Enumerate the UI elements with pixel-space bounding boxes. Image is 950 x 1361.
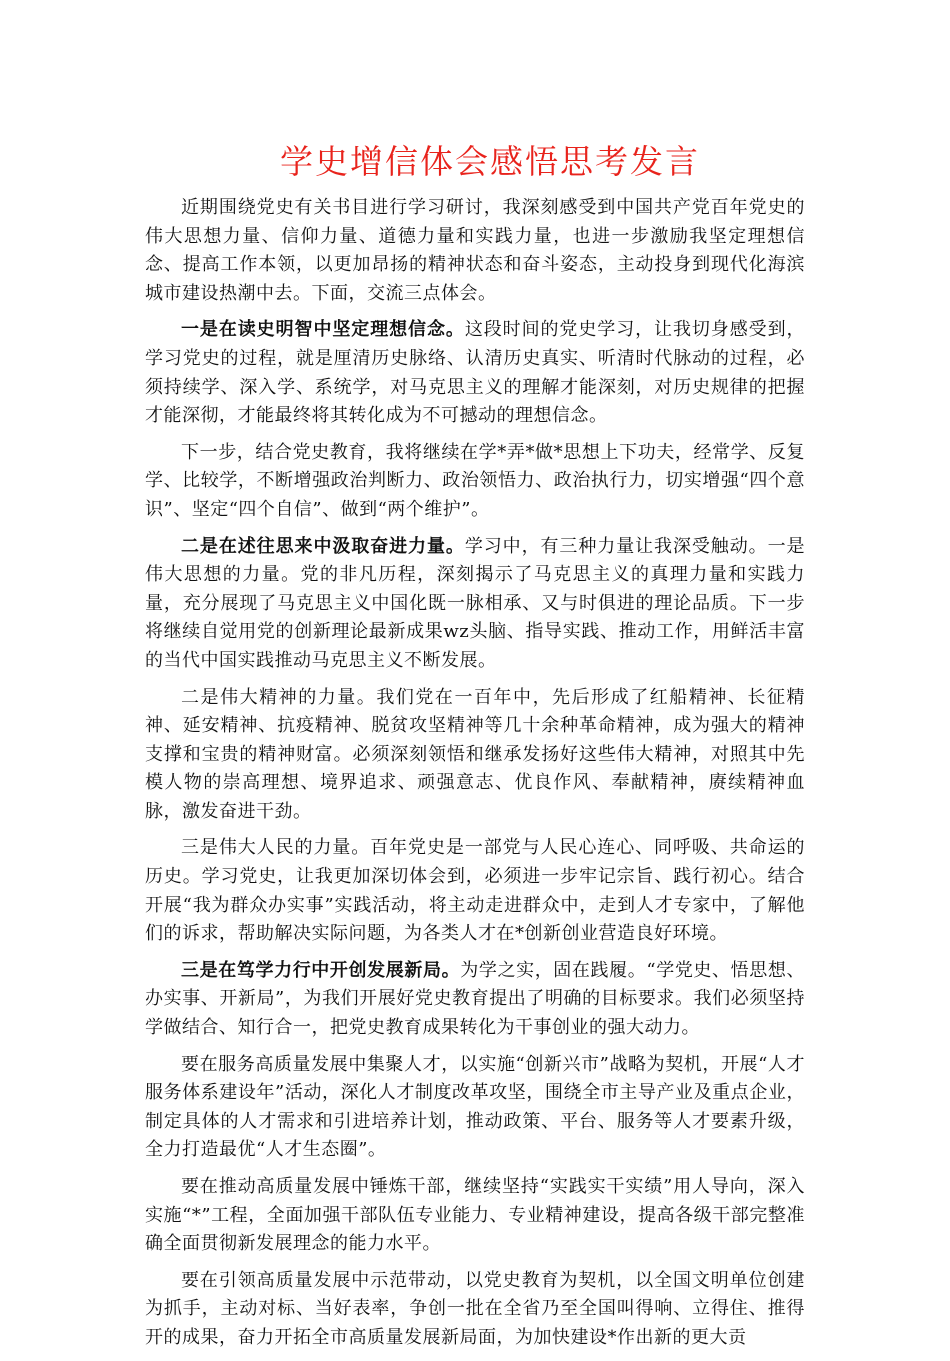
document-title: 学史增信体会感悟思考发言 xyxy=(280,142,700,181)
paragraph-lead: 二是在述往思来中汲取奋进力量。 xyxy=(181,535,465,557)
paragraph-people-power xyxy=(145,834,805,948)
paragraph-point-two xyxy=(145,533,805,676)
paragraph-talent xyxy=(145,1051,805,1165)
paragraph-lead: 三是在笃学力行中开创发展新局。 xyxy=(181,959,461,981)
paragraph-text: 三是伟大人民的力量。百年党史是一部党与人民心连心、同呼吸、共命运的历史。学习党史，让我更加深切体会到，必须进一步牢记宗旨、践行初心。结合开展“我为群众办实事”实践活动，将主动走进群众中，走到人才专家中，了解他们的诉求，帮助解决实际问题，为各类人才在*创新创业营造良好环境。 xyxy=(145,837,805,945)
paragraph-point-one xyxy=(145,316,805,430)
paragraph-text: 学习中，有三种力量让我深受触动。一是伟大思想的力量。党的非凡历程，深刻揭示了马克思主义的真理力量和实践力量，充分展现了马克思主义中国化既一脉相承、又与时俱进的理论品质。下一步将继续自觉用党的创新理论最新成果wz头脑、指导实践、推动工作，用鲜活丰富的当代中国实践推动马克思主义不断发展。 xyxy=(145,535,805,671)
paragraph-text: 二是伟大精神的力量。我们党在一百年中，先后形成了红船精神、长征精神、延安精神、抗疫精神、脱贫攻坚精神等几十余种革命精神，成为强大的精神支撑和宝贵的精神财富。必须深刻领悟和继承发扬好这些伟大精神，对照其中先模人物的崇高理想、境界追求、顽强意志、优良作风、奉献精神，赓续精神血脉，激发奋进干劲。 xyxy=(145,686,805,822)
paragraph-lead: 一是在读史明智中坚定理想信念。 xyxy=(181,319,465,341)
paragraph-point-three xyxy=(145,957,805,1043)
paragraph-next-step xyxy=(145,439,805,525)
paragraph-text: 为学之实，固在践履。“学党史、悟思想、办实事、开新局”，为我们开展好党史教育提出了明确的目标要求。我们必须坚持学做结合、知行合一，把党史教育成果转化为干事创业的强大动力。 xyxy=(145,959,806,1039)
paragraph-text: 这段时间的党史学习，让我切身感受到，学习党史的过程，就是厘清历史脉络、认清历史真实、听清时代脉动的过程，必须持续学、深入学、系统学，对马克思主义的理解才能深刻，对历史规律的把握才能深彻，才能最终将其转化成为不可撼动的理想信念。 xyxy=(145,319,805,427)
document-body xyxy=(145,140,805,1361)
paragraph-spirit-power xyxy=(145,684,805,827)
paragraph-leadership xyxy=(145,1267,805,1353)
paragraph-text: 要在推动高质量发展中锤炼干部，继续坚持“实践实干实绩”用人导向，深入实施“*”工程，全面加强干部队伍专业能力、专业精神建设，提高各级干部完整准确全面贯彻新发展理念的能力水平。 xyxy=(145,1176,805,1255)
paragraph-cadres xyxy=(145,1173,805,1259)
paragraph-text: 近期围绕党史有关书目进行学习研讨，我深刻感受到中国共产党百年党史的伟大思想力量、信仰力量、道德力量和实践力量，也进一步激励我坚定理想信念、提高工作本领，以更加昂扬的精神状态和奋斗姿态，主动投身到现代化海滨城市建设热潮中去。下面，交流三点体会。 xyxy=(145,197,805,304)
paragraph-text: 要在服务高质量发展中集聚人才，以实施“创新兴市”战略为契机，开展“人才服务体系建设年”活动，深化人才制度改革攻坚，围绕全市主导产业及重点企业，制定具体的人才需求和引进培养计划，推动政策、平台、服务等人才要素升级，全力打造最优“人才生态圈”。 xyxy=(145,1053,805,1161)
paragraph-text: 要在引领高质量发展中示范带动，以党史教育为契机，以全国文明单位创建为抓手，主动对标、当好表率，争创一批在全省乃至全国叫得响、立得住、推得开的成果，奋力开拓全市高质量发展新局面，为加快建设*作出新的更大贡 xyxy=(145,1269,805,1348)
paragraph-intro xyxy=(145,194,805,308)
paragraph-text: 下一步，结合党史教育，我将继续在学*弄*做*思想上下功夫，经常学、反复学、比较学，不断增强政治判断力、政治领悟力、政治执行力，切实增强“四个意识”、坚定“四个自信”、做到“两个维护”。 xyxy=(145,441,805,520)
